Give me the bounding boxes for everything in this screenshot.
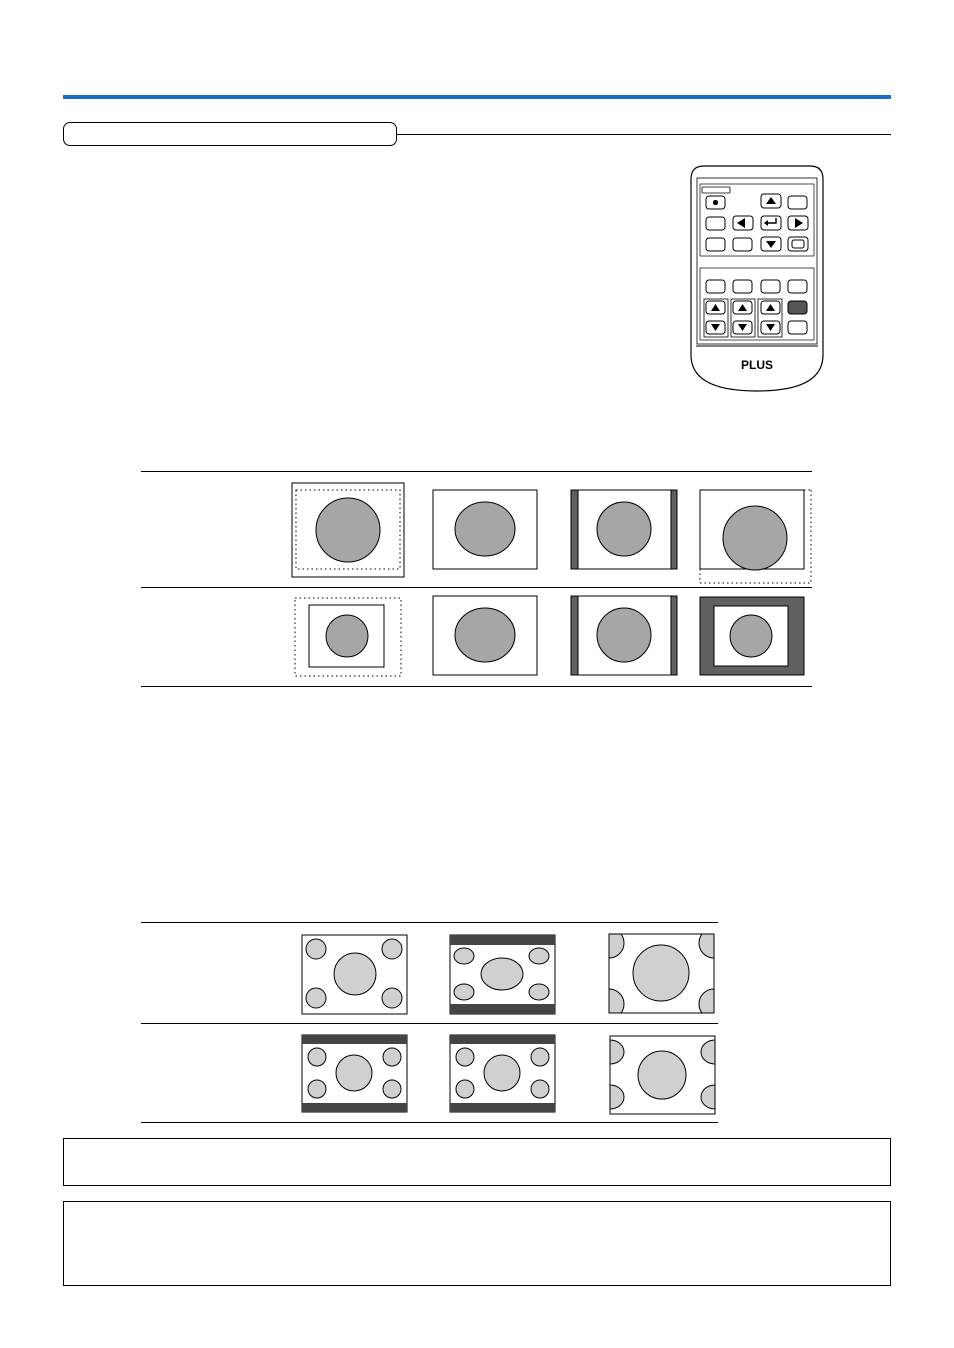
section-heading-tab [63, 122, 397, 146]
section-heading-line [397, 134, 891, 135]
table2-top-rule [141, 922, 718, 923]
diagram-t2-r2c1 [301, 1034, 409, 1114]
diagram-t2-r1c1 [301, 934, 409, 1016]
table2-bottom-rule [141, 1122, 718, 1123]
diagram-r2c4 [699, 596, 806, 677]
diagram-r1c2 [432, 489, 539, 571]
table1-top-rule [141, 471, 812, 472]
note-box-1 [63, 1138, 891, 1186]
table2-mid-rule [141, 1023, 718, 1024]
diagram-r1c3 [570, 489, 678, 571]
diagram-t2-r2c2 [449, 1034, 557, 1114]
note-box-2 [63, 1201, 891, 1286]
diagram-r1c1 [291, 482, 405, 579]
diagram-t2-r2c3 [609, 1035, 717, 1116]
diagram-r2c1 [294, 597, 402, 677]
remote-brand-label: PLUS [740, 358, 774, 372]
diagram-t2-r1c2 [449, 934, 557, 1016]
header-rule [63, 95, 891, 99]
table1-mid-rule [141, 587, 812, 588]
diagram-r1c4 [699, 489, 813, 586]
diagram-r2c3 [570, 595, 678, 677]
diagram-t2-r1c3 [608, 933, 716, 1015]
table1-bottom-rule [141, 686, 812, 687]
diagram-r2c2 [432, 595, 539, 677]
remote-control-illustration [690, 165, 824, 393]
